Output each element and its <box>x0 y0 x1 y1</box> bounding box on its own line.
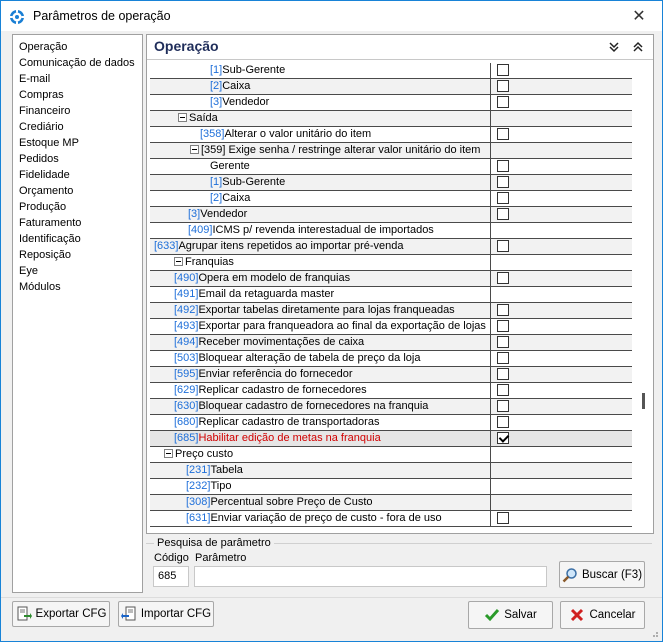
parameter-checkbox[interactable] <box>497 304 509 316</box>
parameter-label: Email da retaguarda master <box>198 288 335 300</box>
parameter-name-cell <box>150 223 490 238</box>
parameter-value-cell <box>490 351 632 366</box>
parameter-code: [631] <box>186 512 211 524</box>
parameter-name-cell <box>150 431 490 446</box>
collapse-toggle-icon[interactable] <box>190 145 199 154</box>
parameter-value-cell[interactable] <box>490 287 632 302</box>
parameter-value-cell <box>490 63 632 78</box>
table-row[interactable] <box>150 463 632 479</box>
parameter-value-cell <box>490 319 632 334</box>
parameter-name-cell <box>150 159 490 174</box>
parameter-checkbox[interactable] <box>497 320 509 332</box>
collapse-toggle-icon[interactable] <box>174 257 183 266</box>
header-divider <box>147 59 653 60</box>
checkmark-icon <box>484 607 500 623</box>
parameter-value-cell[interactable] <box>490 447 632 462</box>
search-group-label: Pesquisa de parâmetro <box>154 537 274 549</box>
parameter-code: [3] <box>188 208 201 220</box>
parameter-value-cell <box>490 303 632 318</box>
parameter-value-cell <box>490 511 632 526</box>
parameter-value-cell[interactable] <box>490 463 632 478</box>
parameter-code: [358] <box>200 128 225 140</box>
parameter-value-cell <box>490 367 632 382</box>
sidebar-item-fidelidade[interactable]: Fidelidade <box>19 169 70 181</box>
parameter-checkbox[interactable] <box>497 352 509 364</box>
sidebar-item-producao[interactable]: Produção <box>19 201 67 213</box>
magnifier-icon <box>562 567 578 583</box>
table-row[interactable] <box>150 127 632 143</box>
parameter-value-cell <box>490 175 632 190</box>
table-row[interactable] <box>150 479 632 495</box>
parameter-label: Replicar cadastro de transportadoras <box>198 416 380 428</box>
cancel-x-icon <box>569 607 585 623</box>
parameter-label: Vendedor <box>222 96 270 108</box>
code-input[interactable]: 685 <box>153 566 189 587</box>
sidebar-item-operacao[interactable]: Operação <box>19 41 68 53</box>
table-row[interactable] <box>150 63 632 79</box>
save-button[interactable] <box>468 601 553 629</box>
import-cfg-label: Importar CFG <box>140 608 212 620</box>
parameter-name-cell <box>150 367 490 382</box>
window-title: Parâmetros de operação <box>33 9 171 23</box>
table-row[interactable] <box>150 191 632 207</box>
parameter-code: [629] <box>174 384 199 396</box>
search-group <box>146 537 654 593</box>
sidebar-item-faturamento[interactable]: Faturamento <box>19 217 82 229</box>
close-icon: ✕ <box>632 8 646 25</box>
parameter-code: [231] <box>186 464 211 476</box>
parameter-name-cell <box>150 303 490 318</box>
parameters-panel <box>146 34 654 534</box>
parameter-code: [1] <box>210 176 223 188</box>
cancel-label: Cancelar <box>589 609 636 621</box>
parameter-code: [308] <box>186 496 211 508</box>
parameter-name-cell <box>150 111 490 126</box>
parameter-label: Agrupar itens repetidos ao importar pré-venda <box>178 240 404 252</box>
table-row[interactable] <box>150 383 632 399</box>
table-row[interactable] <box>150 495 632 511</box>
table-row[interactable] <box>150 239 632 255</box>
parameter-code: [595] <box>174 368 199 380</box>
search-button[interactable] <box>559 561 645 588</box>
table-row[interactable] <box>150 447 632 463</box>
parameter-value-cell <box>490 95 632 110</box>
import-icon <box>121 606 137 622</box>
title-bar <box>1 1 662 31</box>
parameter-label: Gerente <box>210 160 250 172</box>
sidebar-item-crediario[interactable]: Crediário <box>19 121 64 133</box>
parameter-name-cell <box>150 255 490 270</box>
parameter-label: Receber movimentações de caixa <box>198 336 365 348</box>
parameter-label: Exportar para franqueadora ao final da exportação de lojas <box>198 320 486 332</box>
sidebar-item-eye[interactable]: Eye <box>19 265 38 277</box>
parameter-code: [633] <box>154 240 179 252</box>
parameter-code: [409] <box>188 224 213 236</box>
search-button-label: Buscar (F3) <box>581 568 643 581</box>
parameter-name-cell <box>150 95 490 110</box>
collapse-toggle-icon[interactable] <box>164 449 173 458</box>
parameter-label: Tipo <box>210 480 232 492</box>
export-cfg-button[interactable] <box>12 601 110 627</box>
parameter-checkbox[interactable] <box>497 240 509 252</box>
table-row[interactable] <box>150 79 632 95</box>
table-row[interactable] <box>150 319 632 335</box>
parameter-name-cell <box>150 79 490 94</box>
parameter-value-cell <box>490 335 632 350</box>
parameter-code: [2] <box>210 80 223 92</box>
parameter-value-cell <box>490 415 632 430</box>
parameter-value-cell <box>490 127 632 142</box>
parameter-code: [3] <box>210 96 223 108</box>
parameter-label: Caixa <box>222 80 251 92</box>
scrollbar-thumb[interactable] <box>642 393 645 409</box>
parameter-code: [494] <box>174 336 199 348</box>
parameter-label: Franquias <box>185 256 234 268</box>
parameter-name-cell <box>150 479 490 494</box>
parameter-code: [1] <box>210 64 223 76</box>
parameter-code: [491] <box>174 288 199 300</box>
sidebar-item-compras[interactable]: Compras <box>19 89 64 101</box>
parameter-checkbox[interactable] <box>497 128 509 140</box>
parameter-value-cell[interactable] <box>490 479 632 494</box>
parameter-value-cell[interactable] <box>490 143 632 158</box>
parameter-checkbox[interactable] <box>497 384 509 396</box>
app-gear-icon <box>9 9 25 25</box>
parameter-label: Vendedor <box>200 208 248 220</box>
parameter-code: [493] <box>174 320 199 332</box>
parameter-checkbox[interactable] <box>497 80 509 92</box>
expand-all-icon[interactable] <box>606 39 622 55</box>
parameter-name-cell <box>150 415 490 430</box>
parameter-code: [232] <box>186 480 211 492</box>
parameter-value-cell <box>490 79 632 94</box>
table-row[interactable] <box>150 335 632 351</box>
parameter-code: [503] <box>174 352 199 364</box>
table-row[interactable] <box>150 255 632 271</box>
parameter-name-cell <box>150 511 490 526</box>
collapse-all-icon[interactable] <box>630 39 646 55</box>
parameter-name-cell <box>150 463 490 478</box>
parameter-label: Habilitar edição de metas na franquia <box>198 432 381 444</box>
sidebar-item-comunicacao[interactable]: Comunicação de dados <box>19 57 135 69</box>
parameter-checkbox[interactable] <box>497 336 509 348</box>
table-row[interactable] <box>150 175 632 191</box>
parameter-checkbox[interactable] <box>497 96 509 108</box>
parameter-name-cell <box>150 287 490 302</box>
parameter-value-cell <box>490 191 632 206</box>
parameter-code: [680] <box>174 416 199 428</box>
parameter-name-cell <box>150 495 490 510</box>
parameter-checkbox[interactable] <box>497 208 509 220</box>
parameter-value-cell[interactable] <box>490 223 632 238</box>
parameter-value-cell <box>490 399 632 414</box>
parameter-label: Bloquear alteração de tabela de preço da loja <box>198 352 421 364</box>
parameter-value-cell[interactable] <box>490 111 632 126</box>
sidebar-item-email[interactable]: E-mail <box>19 73 51 85</box>
sidebar-item-pedidos[interactable]: Pedidos <box>19 153 59 165</box>
parameter-name-cell <box>150 271 490 286</box>
sidebar-item-modulos[interactable]: Módulos <box>19 281 61 293</box>
panel-header <box>147 35 653 59</box>
parameter-name-cell <box>150 127 490 142</box>
parameter-name-cell <box>150 319 490 334</box>
parameter-name-cell <box>150 335 490 350</box>
parameter-name-cell <box>150 383 490 398</box>
parameter-label: Sub-Gerente <box>222 64 286 76</box>
table-row[interactable] <box>150 207 632 223</box>
table-row[interactable] <box>150 303 632 319</box>
parameter-checkbox[interactable] <box>497 160 509 172</box>
parameter-checkbox[interactable] <box>497 400 509 412</box>
parameter-value-cell[interactable] <box>490 255 632 270</box>
parameter-code: [685] <box>174 432 199 444</box>
parameter-checkbox[interactable] <box>497 272 509 284</box>
parameter-value-cell <box>490 271 632 286</box>
parameter-code: [492] <box>174 304 199 316</box>
sidebar-item-reposicao[interactable]: Reposição <box>19 249 71 261</box>
parameter-code: [630] <box>174 400 199 412</box>
table-row[interactable] <box>150 223 632 239</box>
parameter-value-cell <box>490 159 632 174</box>
parameter-code: [490] <box>174 272 199 284</box>
cancel-button[interactable] <box>560 601 645 629</box>
parameter-name-cell <box>150 175 490 190</box>
parameter-name-cell <box>150 191 490 206</box>
parameter-label: Exportar tabelas diretamente para lojas franqueadas <box>198 304 455 316</box>
parameter-value-cell <box>490 207 632 222</box>
table-row[interactable] <box>150 111 632 127</box>
sidebar <box>12 34 143 593</box>
parameter-label: [359] Exige senha / restringe alterar valor unitário do item <box>201 144 481 156</box>
parameter-label: Replicar cadastro de fornecedores <box>198 384 367 396</box>
parameters-grid <box>150 63 632 533</box>
parameter-label: Preço custo <box>175 448 234 460</box>
table-row[interactable] <box>150 415 632 431</box>
sidebar-item-estoque-mp[interactable]: Estoque MP <box>19 137 79 149</box>
table-row[interactable] <box>150 367 632 383</box>
parameter-checkbox[interactable] <box>497 64 509 76</box>
panel-title: Operação <box>154 38 219 54</box>
parameter-checkbox[interactable] <box>497 512 509 524</box>
parameter-name-cell <box>150 207 490 222</box>
table-row[interactable] <box>150 399 632 415</box>
parameter-label: Saída <box>189 112 218 124</box>
parameter-checkbox[interactable] <box>497 432 509 444</box>
parameter-code: [2] <box>210 192 223 204</box>
parameter-label: Sub-Gerente <box>222 176 286 188</box>
parameter-name-cell <box>150 63 490 78</box>
import-cfg-button[interactable] <box>118 601 214 627</box>
resize-grip-icon[interactable] <box>649 628 659 638</box>
parameter-label: Enviar referência do fornecedor <box>198 368 353 380</box>
parameter-label: Parâmetro <box>195 552 247 564</box>
collapse-toggle-icon[interactable] <box>178 113 187 122</box>
parameter-label: Bloquear cadastro de fornecedores na franquia <box>198 400 429 412</box>
vertical-scrollbar[interactable] <box>635 63 652 533</box>
parameter-label: ICMS p/ revenda interestadual de importados <box>212 224 434 236</box>
parameter-label: Alterar o valor unitário do item <box>224 128 372 140</box>
parameter-label: Tabela <box>210 464 243 476</box>
parameter-label: Percentual sobre Preço de Custo <box>210 496 373 508</box>
export-icon <box>16 606 32 622</box>
parameter-name-cell <box>150 351 490 366</box>
sidebar-item-financeiro[interactable]: Financeiro <box>19 105 71 117</box>
parameter-name-cell <box>150 399 490 414</box>
table-row[interactable] <box>150 287 632 303</box>
sidebar-item-identificacao[interactable]: Identificação <box>19 233 81 245</box>
parameter-checkbox[interactable] <box>497 176 509 188</box>
footer-divider <box>1 597 662 598</box>
parameter-value-cell[interactable] <box>490 495 632 510</box>
parameter-label: Caixa <box>222 192 251 204</box>
table-row[interactable] <box>150 351 632 367</box>
table-row[interactable] <box>150 511 632 527</box>
parameter-label: Enviar variação de preço de custo - fora de uso <box>210 512 442 524</box>
export-cfg-label: Exportar CFG <box>35 608 107 620</box>
save-label: Salvar <box>504 609 537 621</box>
parameter-value-cell <box>490 431 632 446</box>
parameter-checkbox[interactable] <box>497 192 509 204</box>
parameter-checkbox[interactable] <box>497 368 509 380</box>
parameter-value-cell <box>490 383 632 398</box>
parameter-name-cell <box>150 447 490 462</box>
code-label: Código <box>154 552 189 564</box>
table-row[interactable] <box>150 431 632 447</box>
sidebar-item-orcamento[interactable]: Orçamento <box>19 185 74 197</box>
table-row[interactable] <box>150 271 632 287</box>
parameter-label: Opera em modelo de franquias <box>198 272 351 284</box>
parameter-value-cell <box>490 239 632 254</box>
close-button[interactable] <box>616 1 662 31</box>
parameter-input[interactable] <box>194 566 547 587</box>
parameter-checkbox[interactable] <box>497 416 509 428</box>
table-row[interactable] <box>150 159 632 175</box>
table-row[interactable] <box>150 95 632 111</box>
parameter-name-cell <box>150 143 490 158</box>
table-row[interactable] <box>150 143 632 159</box>
parameter-name-cell <box>150 239 490 254</box>
